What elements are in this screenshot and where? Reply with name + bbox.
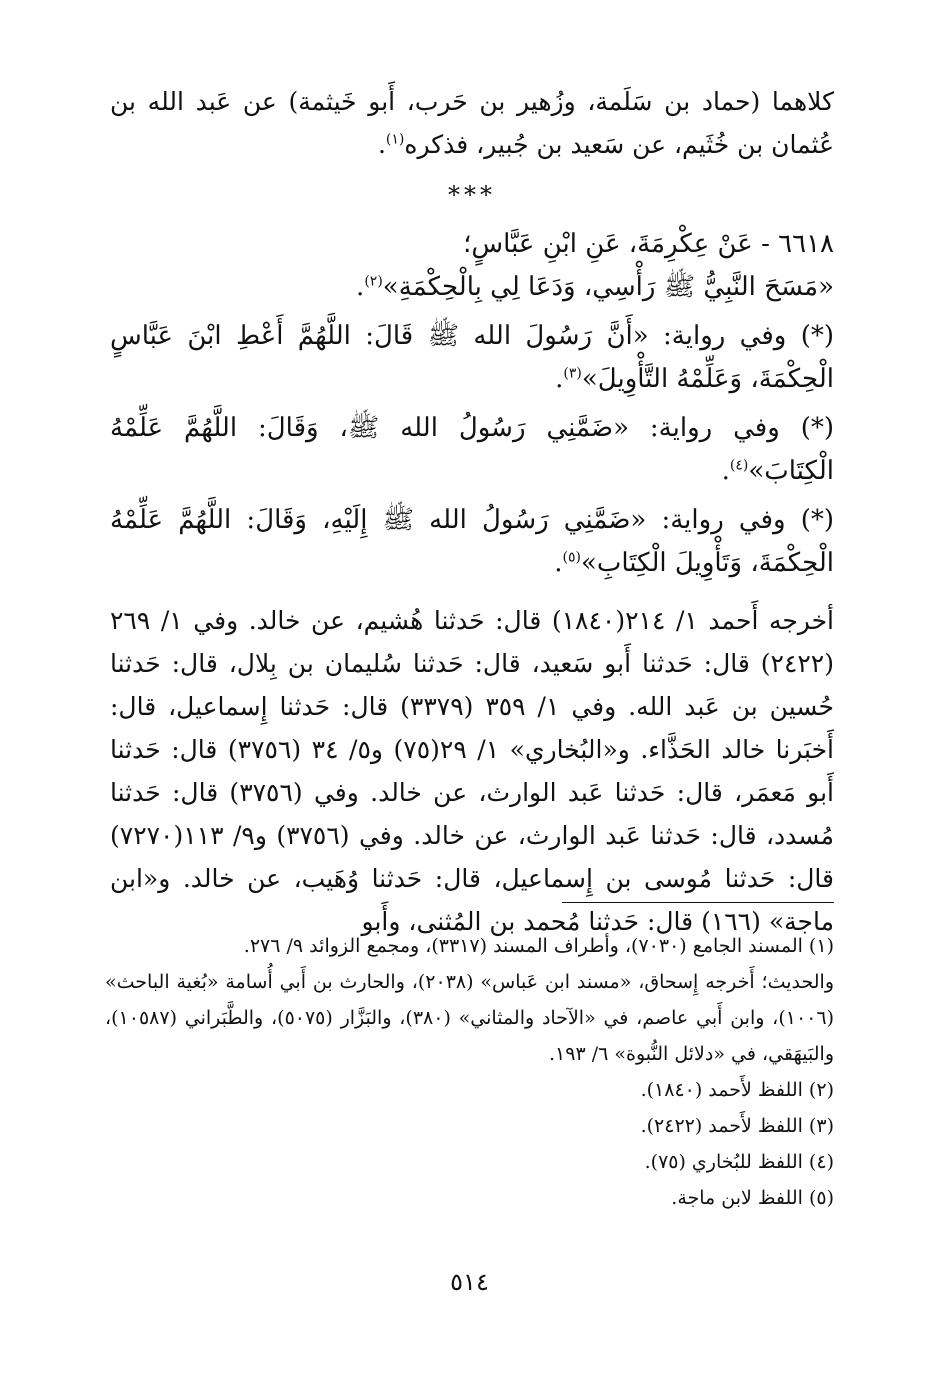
variant-narration: (*) وفي رواية: «ضَمَّنِي رَسُولُ الله ﷺ إِلَيْهِ، وَقَالَ: اللَّهُمَّ عَلِّمْهُ الْحِكْمَةَ، وَتَأْوِيلَ الْكِتَابِ»$^{(٥)}$. bbox=[110, 505, 834, 578]
footnote-ref: (٤) bbox=[729, 457, 749, 474]
footnote-ref: (٢) bbox=[364, 273, 383, 290]
footnote-ref: (٥) bbox=[562, 549, 581, 566]
takhrij-paragraph: أخرجه أَحمد ١/ ٢١٤(١٨٤٠) قال: حَدثنا هُشيم، عن خالد. وفي ١/ ٢٦٩ (٢٤٢٢) قال: حَدثنا أَبو سَعيد، قال: حَدثنا سُليمان بن بِلال، قال: حَدثنا حُسين بن عَبد الله. وفي ١/ ٣٥٩ (٣٣٧٩) قال: حَدثنا إِسماعيل، قال: أَخبَرنا خالد الحَذَّاء. و«البُخاري» ١/ ٢٩(٧٥) و٥/ ٣٤ (٣٧٥٦) قال: حَدثنا أَبو مَعمَر، قال: حَدثنا عَبد الوارث، عن خالد. وفي (٣٧٥٦) قال: حَدثنا مُسدد، قال: حَدثنا عَبد الوارث، عن خالد. وفي (٣٧٥٦) و٩/ ١١٣(٧٢٧٠) قال: حَدثنا مُوسى بن إِسماعيل، قال: حَدثنا وُهَيب، عن خالد. و«ابن ماجة» (١٦٦) قال: حَدثنا مُحمد بن المُثنى، وأَبو bbox=[110, 606, 835, 936]
intro-paragraph: كلاهما (حماد بن سَلَمة، وزُهير بن حَرب، أَبو خَيثمة) عن عَبد الله بن عُثمان بن خُثَيم، عن سَعيد بن جُبير، فذكره$^{(١)}$. bbox=[110, 87, 834, 159]
footnote-ref: (١) bbox=[385, 131, 405, 148]
footnote-item: (١) المسند الجامع (٧٠٣٠)، وأطراف المسند (٣٣١٧)، ومجمع الزوائد ٩/ ٢٧٦. bbox=[243, 935, 834, 957]
variant-text: (*) وفي رواية: «ضَمَّنِي رَسُولُ الله ﷺ إِلَيْهِ، وَقَالَ: اللَّهُمَّ عَلِّمْهُ الْحِكْمَةَ، وَتَأْوِيلَ الْكِتَابِ» bbox=[110, 505, 834, 578]
main-text-block bbox=[110, 80, 834, 943]
footnote-item: (٣) اللفظ لأَحمد (٢٤٢٢). bbox=[640, 1115, 834, 1137]
footnote-item: والحديث؛ أَخرجه إِسحاق، «مسند ابن عَباس» (٢٠٣٨)، والحارث بن أَبي أُسامة «بُغية الباحث» (١٠٠٦)، وابن أَبي عاصم، في «الآحاد والمثاني» (٣٨٠)، والبَزَّار (٥٠٧٥)، والطَّبَراني (١٠٥٨٧)، والبَيهَقي، في «دلائل النُّبوة» ٦/ ١٩٣. bbox=[105, 971, 834, 1065]
variant-narration: (*) وفي رواية: «أَنَّ رَسُولَ الله ﷺ قَالَ: اللَّهُمَّ أَعْطِ ابْنَ عَبَّاسٍ الْحِكْمَةَ، وَعَلِّمْهُ التَّأْوِيلَ»$^{(٣)}$. bbox=[110, 321, 834, 394]
footnote-divider bbox=[562, 902, 834, 903]
footnote-item: (٢) اللفظ لأَحمد (١٨٤٠). bbox=[640, 1079, 834, 1101]
hadith-number-line: ٦٦١٨ - عَنْ عِكْرِمَةَ، عَنِ ابْنِ عَبَّاسٍ؛ bbox=[463, 229, 834, 259]
footnote-item: (٥) اللفظ لابن ماجة. bbox=[671, 1187, 834, 1209]
section-separator: *** bbox=[448, 181, 496, 209]
variant-text: (*) وفي رواية: «أَنَّ رَسُولَ الله ﷺ قَالَ: اللَّهُمَّ أَعْطِ ابْنَ عَبَّاسٍ الْحِكْمَةَ، وَعَلِّمْهُ التَّأْوِيلَ» bbox=[110, 321, 834, 394]
hadith-main-text: «مَسَحَ النَّبِيُّ ﷺ رَأْسِي، وَدَعَا لِي بِالْحِكْمَةِ»$^{(٢)}$. bbox=[356, 272, 834, 302]
footnotes-block bbox=[105, 928, 834, 1216]
hadith-main-quote: «مَسَحَ النَّبِيُّ ﷺ رَأْسِي، وَدَعَا لِي بِالْحِكْمَةِ» bbox=[382, 272, 834, 302]
footnote-ref: (٣) bbox=[563, 365, 582, 382]
intro-text: كلاهما (حماد بن سَلَمة، وزُهير بن حَرب، أَبو خَيثمة) عن عَبد الله بن عُثمان بن خُثَيم، عن سَعيد بن جُبير، فذكره bbox=[110, 87, 834, 159]
page-number: ٥١٤ bbox=[450, 1268, 489, 1296]
variant-text: (*) وفي رواية: «ضَمَّنِي رَسُولُ الله ﷺ، وَقَالَ: اللَّهُمَّ عَلِّمْهُ الْكِتَابَ» bbox=[110, 413, 834, 486]
footnote-item: (٤) اللفظ للبُخاري (٧٥). bbox=[644, 1151, 834, 1173]
variant-narration: (*) وفي رواية: «ضَمَّنِي رَسُولُ الله ﷺ، وَقَالَ: اللَّهُمَّ عَلِّمْهُ الْكِتَابَ»$^{(٤)}$. bbox=[110, 413, 834, 486]
